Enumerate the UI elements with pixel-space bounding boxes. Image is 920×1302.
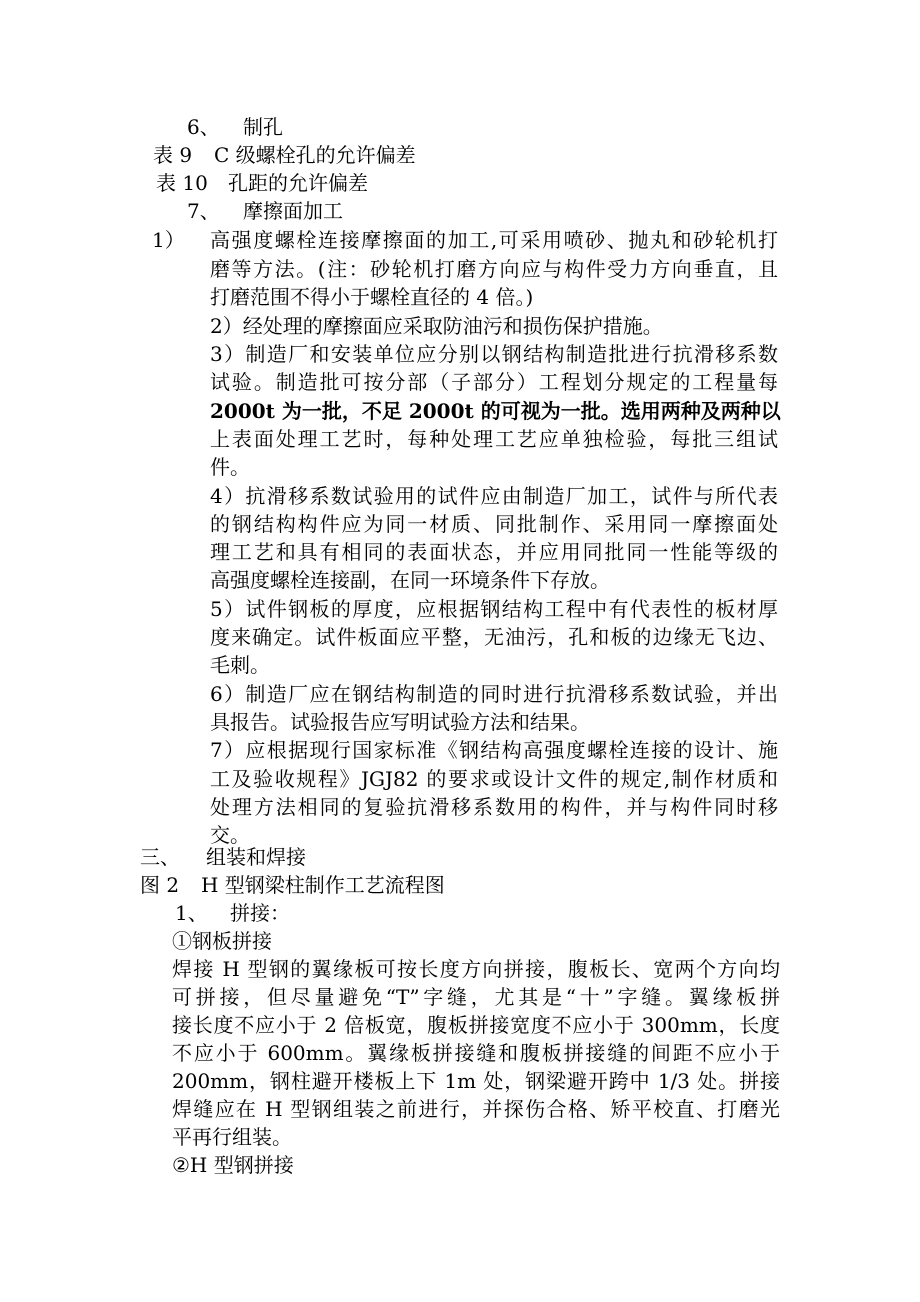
steel-plate-line: 平再行组装。 [172, 1125, 292, 1149]
item-3-line: 3）制造厂和安装单位应分别以钢结构制造批进行抗滑移系数 [210, 342, 778, 366]
h-steel-title: ②H 型钢拼接 [172, 1153, 294, 1177]
figure-2-label: 图 2 [140, 873, 180, 897]
item-7-line: 交。 [210, 823, 250, 847]
item-3-line: 件。 [210, 455, 250, 479]
item-4-line: 理工艺和具有相同的表面状态，并应用同批同一性能等级的 [210, 540, 778, 564]
item-4-line: 的钢结构构件应为同一材质、同批制作、采用同一摩擦面处 [210, 512, 778, 536]
item-7-line: 7）应根据现行国家标准《钢结构高强度螺栓连接的设计、施 [210, 738, 778, 762]
item-1-line: 磨等方法。(注：砂轮机打磨方向应与构件受力方向垂直，且 [210, 257, 778, 281]
heading-7-title: 摩擦面加工 [243, 199, 343, 223]
table-9-title: C 级螺栓孔的允许偏差 [214, 143, 416, 167]
steel-plate-line: 200mm，钢柱避开楼板上下 1m 处，钢梁避开跨中 1/3 处。拼接 [172, 1069, 780, 1093]
item-3-line: 2000t 为一批，不足 2000t 的可视为一批。选用两种及两种以 [210, 399, 781, 423]
steel-plate-line: 可拼接，但尽量避免“T”字缝，尤其是“十”字缝。翼缘板拼 [172, 985, 780, 1009]
item-4-line: 高强度螺栓连接副，在同一环境条件下存放。 [210, 568, 610, 592]
item-6-line: 6）制造厂应在钢结构制造的同时进行抗滑移系数试验，并出 [210, 682, 778, 706]
item-4-line: 4）抗滑移系数试验用的试件应由制造厂加工，试件与所代表 [210, 484, 778, 508]
item-1-number: 1） [152, 228, 185, 252]
steel-plate-line: 焊缝应在 H 型钢组装之前进行，并探伤合格、矫平校直、打磨光 [172, 1097, 780, 1121]
steel-plate-title: ①钢板拼接 [172, 929, 272, 953]
sub-1-title: 拼接： [230, 901, 290, 925]
item-5-line: 5）试件钢板的厚度，应根据钢结构工程中有代表性的板材厚 [210, 597, 778, 621]
item-2-line: 2）经处理的摩擦面应采取防油污和损伤保护措施。 [210, 314, 663, 338]
heading-6-number: 6、 [187, 115, 220, 139]
section-3-number: 三、 [140, 845, 180, 869]
table-10-label: 表 10 [156, 171, 208, 195]
steel-plate-line: 接长度不应小于 2 倍板宽，腹板拼接宽度不应小于 300mm，长度 [172, 1013, 780, 1037]
item-1-line: 打磨范围不得小于螺栓直径的 4 倍。) [210, 285, 534, 309]
section-3-title: 组装和焊接 [206, 845, 306, 869]
sub-1-number: 1、 [175, 901, 208, 925]
table-9-label: 表 9 [153, 143, 193, 167]
heading-6-title: 制孔 [243, 115, 283, 139]
item-5-line: 度来确定。试件板面应平整，无油污，孔和板的边缘无飞边、 [210, 625, 778, 649]
item-3-line: 试验。制造批可按分部（子部分）工程划分规定的工程量每 [210, 370, 778, 394]
item-3-line: 上表面处理工艺时，每种处理工艺应单独检验，每批三组试 [210, 427, 778, 451]
item-7-line: 工及验收规程》JGJ82 的要求或设计文件的规定,制作材质和 [210, 767, 778, 791]
heading-7-number: 7、 [187, 199, 220, 223]
item-7-line: 处理方法相同的复验抗滑移系数用的构件，并与构件同时移 [210, 795, 778, 819]
item-6-line: 具报告。试验报告应写明试验方法和结果。 [210, 710, 590, 734]
steel-plate-line: 不应小于 600mm。翼缘板拼接缝和腹板拼接缝的间距不应小于 [172, 1041, 780, 1065]
figure-2-title: H 型钢梁柱制作工艺流程图 [201, 873, 445, 897]
item-1-line: 高强度螺栓连接摩擦面的加工,可采用喷砂、抛丸和砂轮机打 [210, 228, 778, 252]
steel-plate-line: 焊接 H 型钢的翼缘板可按长度方向拼接，腹板长、宽两个方向均 [172, 957, 780, 981]
item-5-line: 毛刺。 [210, 653, 270, 677]
table-10-title: 孔距的允许偏差 [228, 171, 368, 195]
